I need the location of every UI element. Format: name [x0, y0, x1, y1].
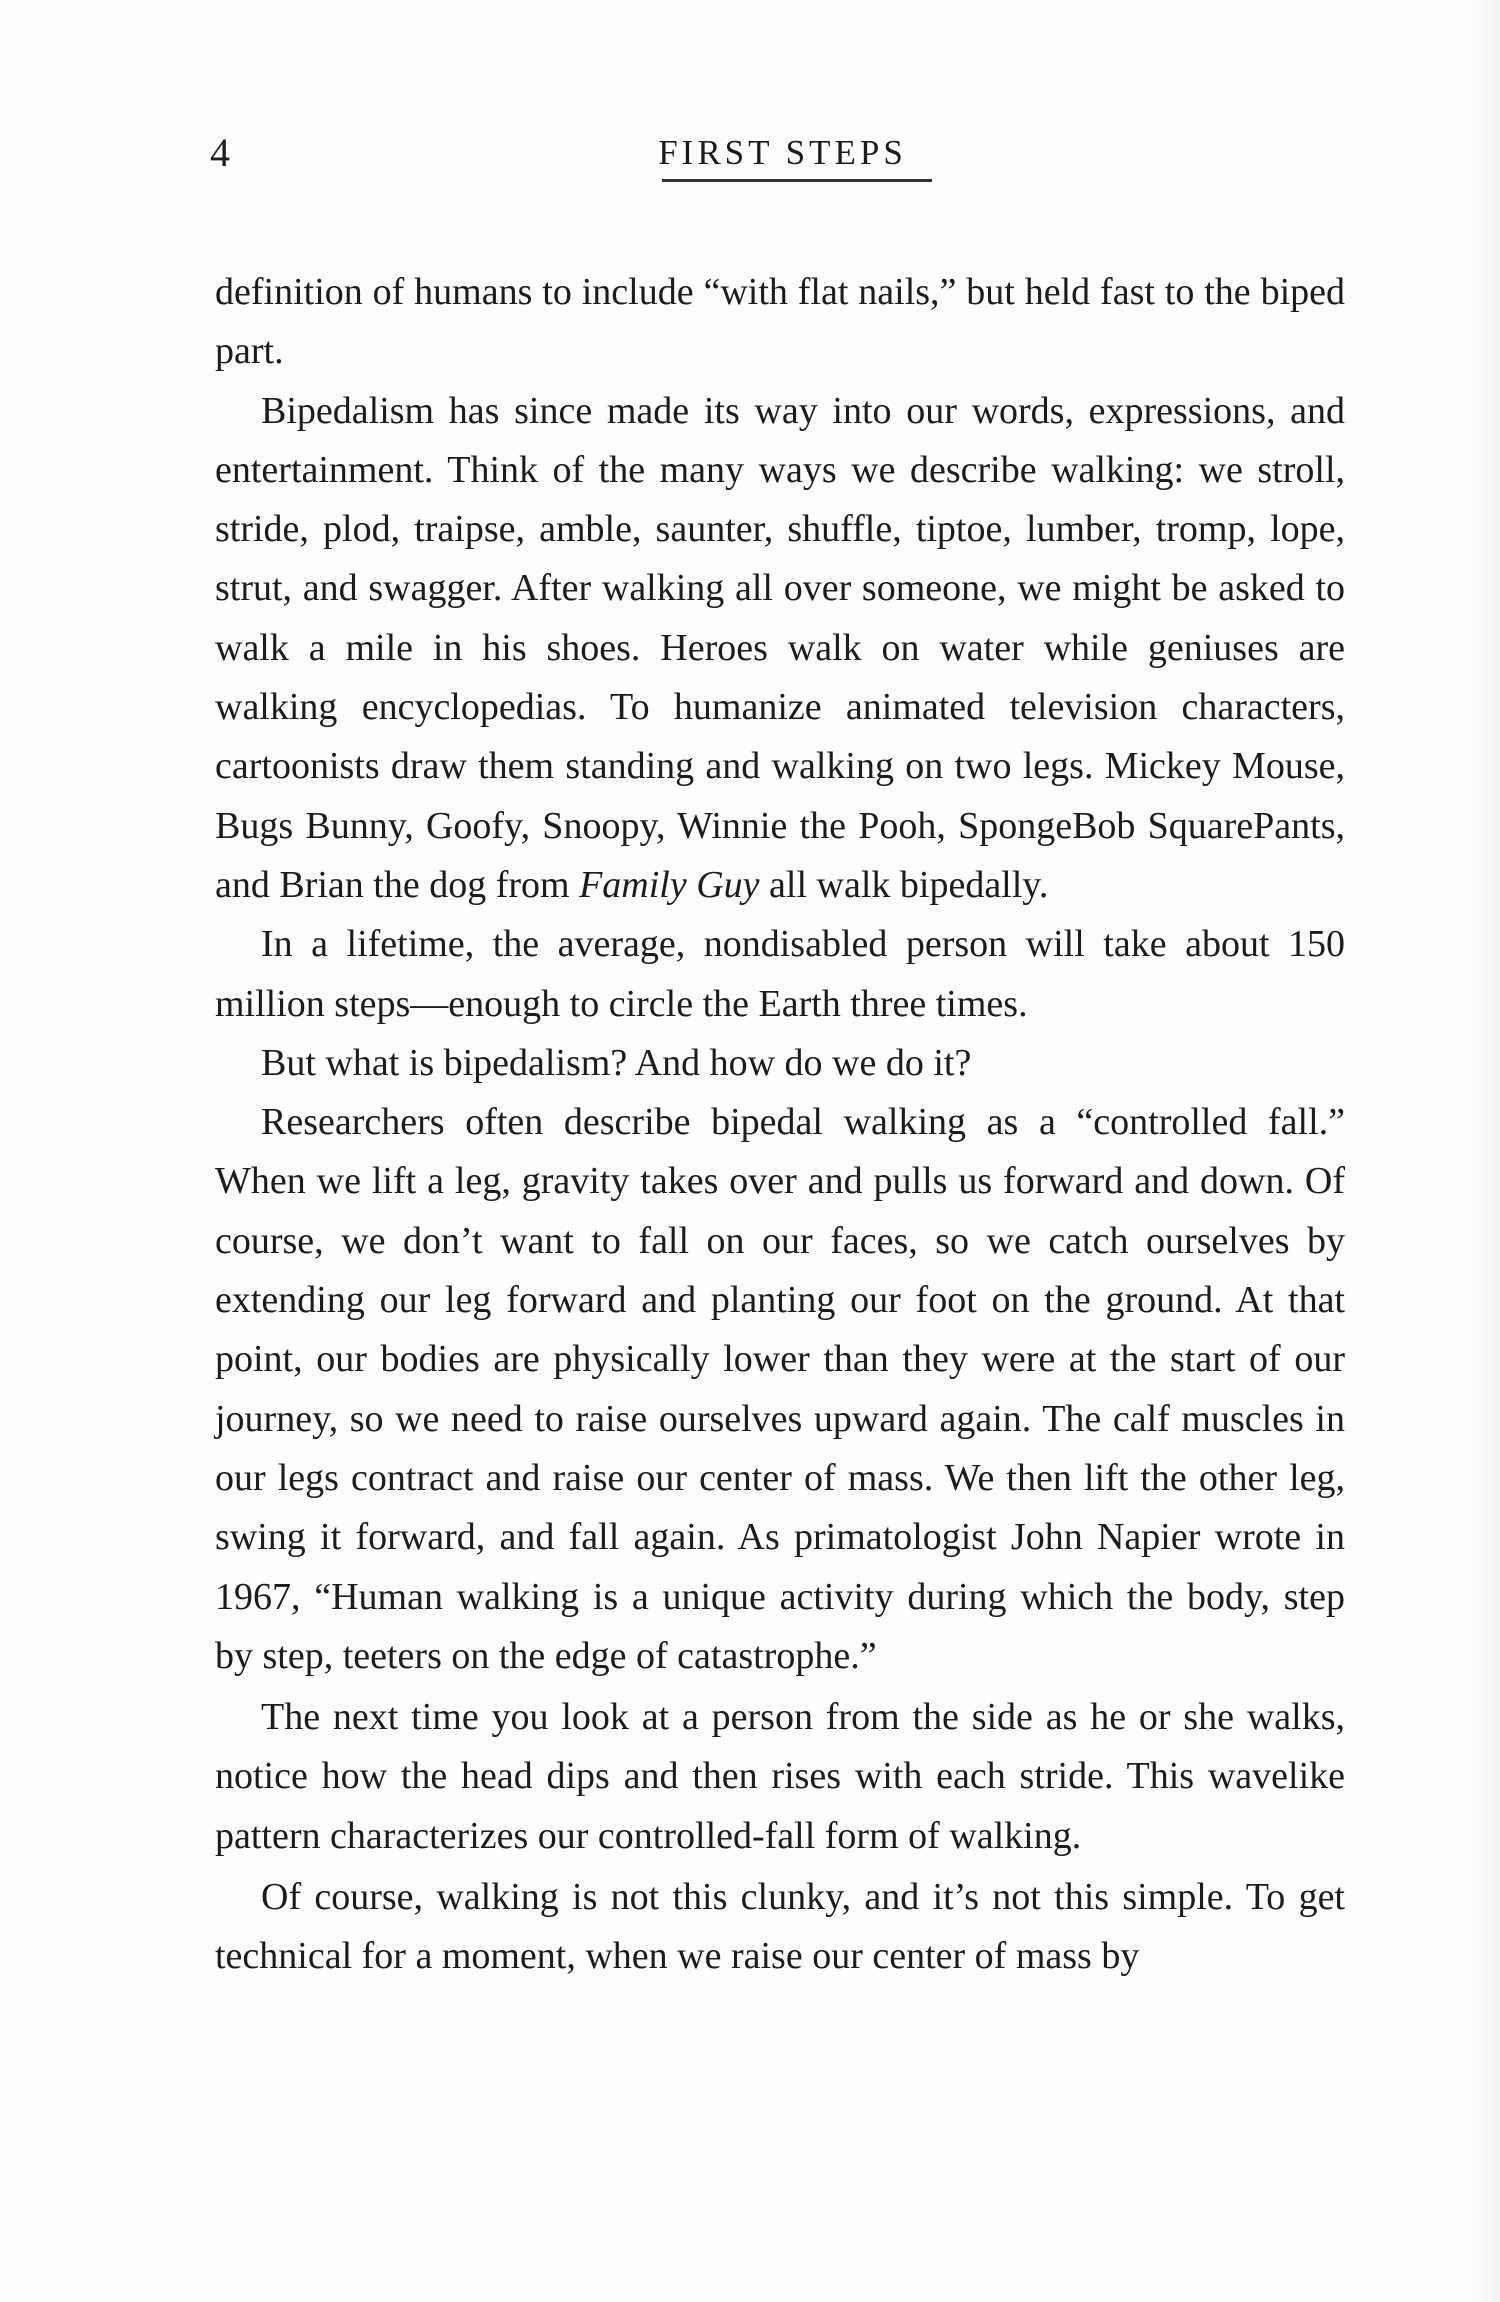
page-edge-shadow [1470, 0, 1500, 2302]
running-head-underline [662, 179, 932, 182]
running-head: FIRST STEPS [658, 133, 907, 172]
paragraph-2-end: all walk bipedally. [759, 863, 1049, 906]
page-header [210, 123, 1355, 183]
paragraph-2 [215, 382, 1345, 916]
paragraph-5: Researchers often describe bipedal walking as a “controlled fall.” When we lift a leg, gravity takes over and pulls us forward and down. Of course, we don’t want to fall on our faces, so we catch ourselves by extending our leg forward and planting our foot on the ground. At that point, our bodies are physically lower than they were at the start of our journey, so we need to raise ourselves upward again. The calf muscles in our legs contract and raise our center of mass. We then lift the other leg, swing it forward, and fall again. As primatologist John Napier wrote in 1967, “Human walking is a unique activity during which the body, step by step, teeters on the edge of catastrophe.” [215, 1101, 1345, 1677]
title-family-guy: Family Guy [579, 863, 760, 906]
paragraph-3: In a lifetime, the average, nondisabled person will take about 150 million steps—enough to circle the Earth three times. [215, 923, 1345, 1025]
paragraph-7: Of course, walking is not this clunky, and it’s not this simple. To get technical for a moment, when we raise our center of mass by [215, 1876, 1345, 1978]
body-text [215, 263, 1345, 1987]
page-number: 4 [210, 130, 231, 175]
paragraph-1: definition of humans to include “with flat nails,” but held fast to the biped part. [215, 271, 1345, 373]
paragraph-6: The next time you look at a person from the side as he or she walks, notice how the head dips and then rises with each stride. This wavelike pattern characterizes our controlled-fall form of walking. [215, 1696, 1345, 1857]
paragraph-4: But what is bipedalism? And how do we do it? [261, 1041, 972, 1084]
paragraph-2-text: Bipedalism has since made its way into our words, expressions, and entertainment. Think of the many ways we describe walking: we stroll, stride, plod, traipse, amble, saunter, shuffle, tiptoe, lumber, tromp, lope, strut, and swagger. After walking all over someone, we might be asked to walk a mile in his shoes. Heroes walk on water while geniuses are walking encyclopedias. To humanize animated television characters, cartoonists draw them standing and walking on two legs. Mickey Mouse, Bugs Bunny, Goofy, Snoopy, Winnie the Pooh, SpongeBob SquarePants, and Brian the dog from [215, 389, 1345, 906]
